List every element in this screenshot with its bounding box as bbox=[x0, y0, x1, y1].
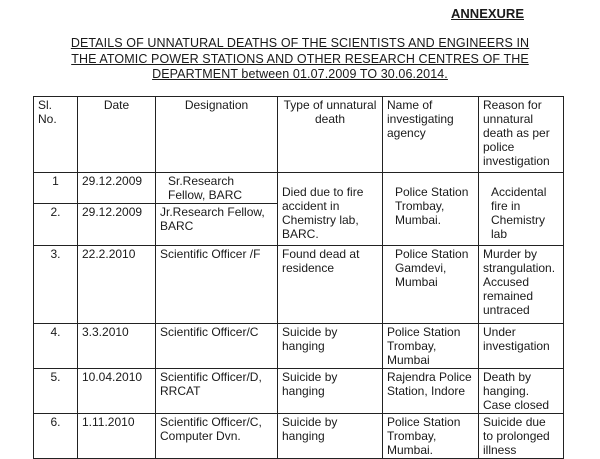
document-heading bbox=[40, 36, 560, 83]
cell-agency: Police Station Gamdevi, Mumbai bbox=[383, 246, 479, 324]
heading-line-2: THE ATOMIC POWER STATIONS AND OTHER RESEARCH CENTRES OF THE bbox=[71, 51, 529, 66]
cell-agency: Police Station Trombay, Mumbai bbox=[383, 324, 479, 369]
cell-date: 3.3.2010 bbox=[78, 324, 156, 369]
cell-reason: Under investigation bbox=[479, 324, 564, 369]
cell-reason: Death by hanging. Case closed bbox=[479, 369, 564, 414]
heading-line-3: DEPARTMENT between 01.07.2009 TO 30.06.2014. bbox=[152, 67, 448, 81]
cell-reason: Murder by strangulation. Accused remained untraced bbox=[479, 246, 564, 324]
cell-date: 29.12.2009 bbox=[78, 204, 156, 246]
cell-type: Suicide by hanging bbox=[278, 324, 383, 369]
cell-designation: Scientific Officer/C, Computer Dvn. bbox=[156, 414, 278, 459]
table-header-row bbox=[34, 97, 564, 173]
cell-sl: 5. bbox=[34, 369, 78, 414]
cell-type: Suicide by hanging bbox=[278, 414, 383, 459]
cell-sl: 3. bbox=[34, 246, 78, 324]
cell-designation: Scientific Officer/C bbox=[156, 324, 278, 369]
cell-designation: Sr.Research Fellow, BARC bbox=[156, 173, 278, 204]
header-sl-no: Sl. No. bbox=[34, 97, 78, 173]
cell-sl: 1 bbox=[34, 173, 78, 204]
header-reason: Reason for unnatural death as per police investigation bbox=[479, 97, 564, 173]
cell-sl: 2. bbox=[34, 204, 78, 246]
header-agency: Name of investigating agency bbox=[383, 97, 479, 173]
table-row bbox=[34, 414, 564, 459]
cell-agency: Rajendra Police Station, Indore bbox=[383, 369, 479, 414]
header-designation: Designation bbox=[156, 97, 278, 173]
header-type: Type of unnatural death bbox=[278, 97, 383, 173]
table-row bbox=[34, 369, 564, 414]
cell-type: Found dead at residence bbox=[278, 246, 383, 324]
cell-reason: Accidental fire in Chemistry lab bbox=[479, 173, 564, 246]
cell-date: 10.04.2010 bbox=[78, 369, 156, 414]
table-row bbox=[34, 173, 564, 204]
cell-sl: 6. bbox=[34, 414, 78, 459]
table-row bbox=[34, 324, 564, 369]
cell-designation: Scientific Officer /F bbox=[156, 246, 278, 324]
annexure-label: ANNEXURE bbox=[451, 6, 524, 21]
cell-type: Died due to fire accident in Chemistry lab, BARC. bbox=[278, 173, 383, 246]
cell-date: 22.2.2010 bbox=[78, 246, 156, 324]
table-row bbox=[34, 246, 564, 324]
cell-reason: Suicide due to prolonged illness bbox=[479, 414, 564, 459]
header-date: Date bbox=[78, 97, 156, 173]
cell-sl: 4. bbox=[34, 324, 78, 369]
deaths-table bbox=[33, 96, 564, 459]
cell-designation: Scientific Officer/D, RRCAT bbox=[156, 369, 278, 414]
cell-agency: Police Station Trombay, Mumbai. bbox=[383, 414, 479, 459]
cell-date: 29.12.2009 bbox=[78, 173, 156, 204]
heading-line-1: DETAILS OF UNNATURAL DEATHS OF THE SCIENTISTS AND ENGINEERS IN bbox=[70, 36, 530, 50]
cell-type: Suicide by hanging bbox=[278, 369, 383, 414]
cell-agency: Police Station Trombay, Mumbai. bbox=[383, 173, 479, 246]
cell-date: 1.11.2010 bbox=[78, 414, 156, 459]
cell-designation: Jr.Research Fellow, BARC bbox=[156, 204, 278, 246]
